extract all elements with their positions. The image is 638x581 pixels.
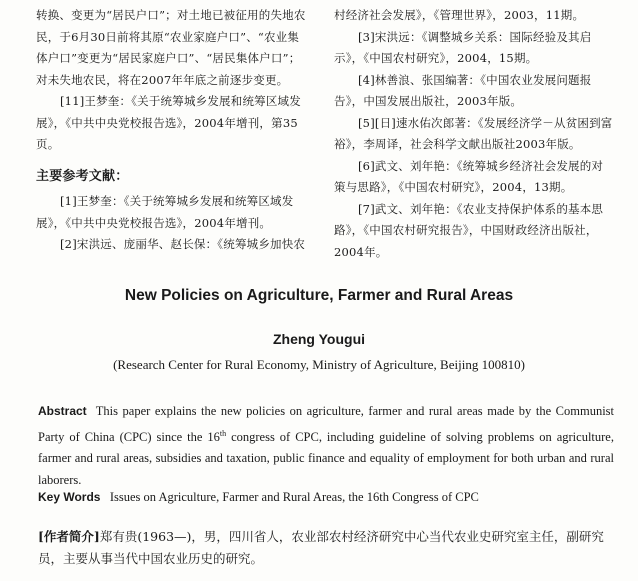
reference-item: [5][日]速水佑次郎著：《发展经济学－从贫困到富裕》，李周译，社会科学文献出版社2003年版。	[334, 115, 613, 151]
author-name: Zheng Yougui	[272, 331, 366, 347]
reference-item: [7]武文、刘年艳：《农业支持保护体系的基本思路》，《中国农村研究报告》，中国财政经济出版社，2004年。	[334, 201, 604, 259]
abstract	[38, 401, 614, 491]
author-bio-text: 郑有贵(1963—)，男，四川省人，农业部农村经济研究中心当代农业史研究室主任，副研究员，主要从事当代中国农业历史的研究。	[38, 529, 604, 566]
reference-item: 村经济社会发展》，《管理世界》，2003，11期。	[334, 8, 585, 22]
reference-item: [4]林善浪、张国编著：《中国农业发展问题报告》，中国发展出版社，2003年版。	[334, 72, 592, 108]
reference-item: [6]武文、刘年艳：《统筹城乡经济社会发展的对策与思路》，《中国农村研究》，2004，13期。	[334, 158, 604, 194]
english-title: New Policies on Agriculture, Farmer and Rural Areas	[124, 287, 514, 304]
affiliation: (Research Center for Rural Economy, Ministry of Agriculture, Beijing 100810)	[113, 357, 525, 372]
keywords-label: Key Words	[38, 490, 101, 504]
footnote-11: [11]王梦奎：《关于统筹城乡发展和统筹区域发展》，《中共中央党校报告选》，2004年增刊，第35页。	[36, 94, 301, 151]
abstract-text-rest: congress of CPC, including guideline of solving problems on agriculture, farmer and rural areas, subsidies and taxation, public finance and equality of employment for both urban and rural laborers.	[38, 429, 614, 487]
reference-item: [1]王梦奎：《关于统筹城乡发展和统筹区域发展》，《中共中央党校报告选》，2004年增刊。	[36, 194, 294, 230]
keywords	[38, 487, 614, 509]
abstract-text: This paper explains the new policies on agriculture, farmer and rural areas made by the Communist Party of China (CPC) since the 16	[38, 404, 615, 444]
reference-item: [2]宋洪远、庞丽华、赵长保：《统筹城乡加快农	[60, 237, 306, 251]
abstract-superscript: th	[219, 428, 227, 438]
keywords-text: Issues on Agriculture, Farmer and Rural Areas, the 16th Congress of CPC	[109, 490, 479, 504]
right-column	[334, 5, 614, 263]
references-heading: 主要参考文献：	[36, 168, 129, 184]
reference-item: [3]宋洪远：《调整城乡关系：国际经验及其启示》，《中国农村研究》，2004，15期。	[334, 29, 592, 65]
author-bio	[38, 526, 614, 570]
continuation-paragraph: 转换、变更为“居民户口”；对土地已被征用的失地农民，于6月30日前将其原“农业家庭户口”、“农业集体户口”变更为“居民家庭户口”、“居民集体户口”；对未失地农民，将在2007年年底之前逐步变更。	[36, 8, 306, 87]
author-bio-label: [作者简介]	[38, 529, 100, 544]
left-column	[36, 5, 308, 256]
abstract-label: Abstract	[38, 404, 87, 418]
